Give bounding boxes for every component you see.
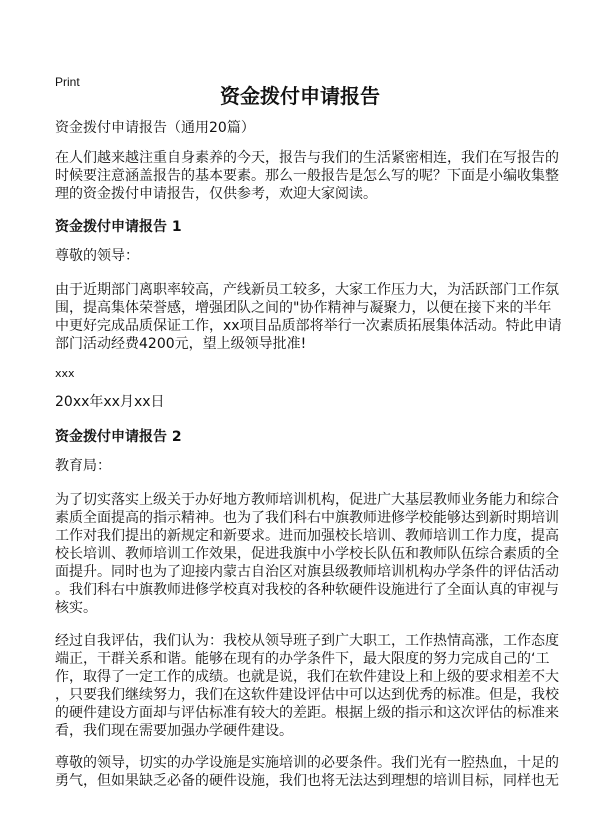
section2-paragraph-2 [55,632,559,740]
text-line: 理的资金拨付申请报告，仅供参考，欢迎大家阅读。 [55,186,377,202]
text-line: 校长培训、教师培训工作效果，促进我旗中小学校长队伍和教师队伍综合素质的全 [55,546,559,562]
text-line: 的硬件建设方面却与评估标准有较大的差距。根据上级的指示和这次评估的标准来 [55,705,559,721]
text-line: 核实。 [55,600,97,616]
section2-paragraph-1 [55,491,559,617]
text-line: 时候要注意涵盖报告的基本要素。那么一般报告是怎么写的呢？下面是小编收集整 [55,168,559,184]
section1-date: 20xx年xx月xx日 [55,394,165,410]
text-line: ，只要我们继续努力，我们在这软件建设评估中可以达到优秀的标准。但是，我校 [55,687,559,703]
section2-salutation: 教育局： [55,458,111,474]
section1-signature: xxx [55,367,75,380]
text-line: 看，我们现在需要加强办学硬件建设。 [55,723,293,739]
section2-heading: 资金拨付申请报告 2 [55,429,182,445]
text-line: 。我们科右中旗教师进修学校真对我校的各种软硬件设施进行了全面认真的审视与 [55,582,559,598]
text-line: 由于近期部门离职率较高，产线新员工较多，大家工作压力大，为活跃部门工作氛 [55,282,559,298]
text-line: 在人们越来越注重自身素养的今天，报告与我们的生活紧密相连，我们在写报告的 [55,150,559,166]
text-line: 部门活动经费4200元，望上级领导批准! [55,336,307,352]
text-line: 尊敬的领导，切实的办学设施是实施培训的必要条件。我们光有一腔热血，十足的 [55,755,559,771]
text-line: 经过自我评估，我们认为：我校从领导班子到广大职工，工作热情高涨，工作态度 [55,633,559,649]
text-line: 作，取得了一定工作的成绩。也就是说，我们在软件建设上和上级的要求相差不大 [55,669,559,685]
print-link[interactable]: Print [55,75,80,89]
text-line: 素质全面提高的指示精神。也为了我们科右中旗教师进修学校能够达到新时期培训 [55,510,559,526]
text-line: 勇气，但如果缺乏必备的硬件设施，我们也将无法达到理想的培训目标，同样也无 [55,773,559,789]
section2-paragraph-3 [55,754,559,790]
text-line: 为了切实落实上级关于办好地方教师培训机构，促进广大基层教师业务能力和综合 [55,492,559,508]
page-title: 资金拨付申请报告 [220,84,380,108]
section1-heading: 资金拨付申请报告 1 [55,219,182,235]
document-subtitle: 资金拨付申请报告（通用20篇） [55,120,255,136]
text-line: 端正，干群关系和谐。能够在现有的办学条件下，最大限度的努力完成自己的‘工 [55,651,550,667]
intro-paragraph [55,149,559,203]
text-line: 面提升。同时也为了迎接内蒙古自治区对旗县级教师培训机构办学条件的评估活动 [55,564,559,580]
text-line: 围，提高集体荣誉感，增强团队之间的"协作精神与凝聚力，以便在接下来的半年 [55,300,552,316]
text-line: 中更好完成品质保证工作，xx项目品质部将举行一次素质拓展集体活动。特此申请 [55,318,562,334]
text-line: 工作对我们提出的新规定和新要求。进而加强校长培训、教师培训工作力度，提高 [55,528,559,544]
section1-body [55,281,562,353]
section1-salutation: 尊敬的领导： [55,248,139,264]
